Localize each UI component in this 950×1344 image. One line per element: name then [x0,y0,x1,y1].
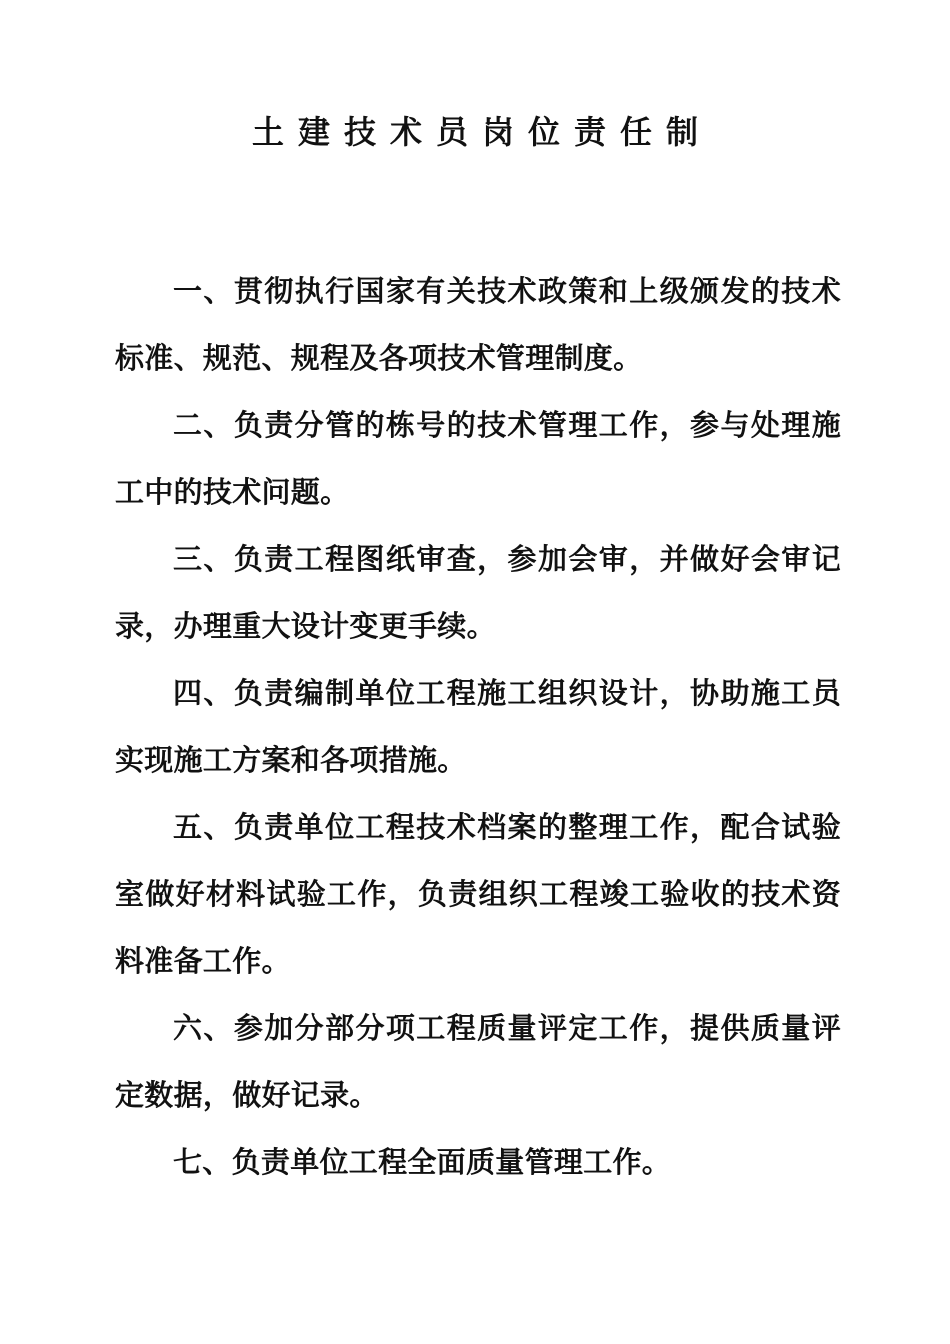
paragraph-4: 四、负责编制单位工程施工组织设计，协助施工员实现施工方案和各项措施。 [115,676,841,777]
document-title: 土建技术员岗位责任制 [251,113,712,151]
paragraph-7: 七、负责单位工程全面质量管理工作。 [173,1145,672,1179]
paragraph-2: 二、负责分管的栋号的技术管理工作，参与处理施工中的技术问题。 [115,408,841,509]
document-body [115,258,841,1196]
paragraph-1: 一、贯彻执行国家有关技术政策和上级颁发的技术标准、规范、规程及各项技术管理制度。 [115,274,841,375]
paragraph-6: 六、参加分部分项工程质量评定工作，提供质量评定数据，做好记录。 [115,1011,841,1112]
paragraph-5: 五、负责单位工程技术档案的整理工作，配合试验室做好材料试验工作，负责组织工程竣工验收的技术资料准备工作。 [115,810,841,978]
paragraph-3: 三、负责工程图纸审查，参加会审，并做好会审记录，办理重大设计变更手续。 [115,542,841,643]
